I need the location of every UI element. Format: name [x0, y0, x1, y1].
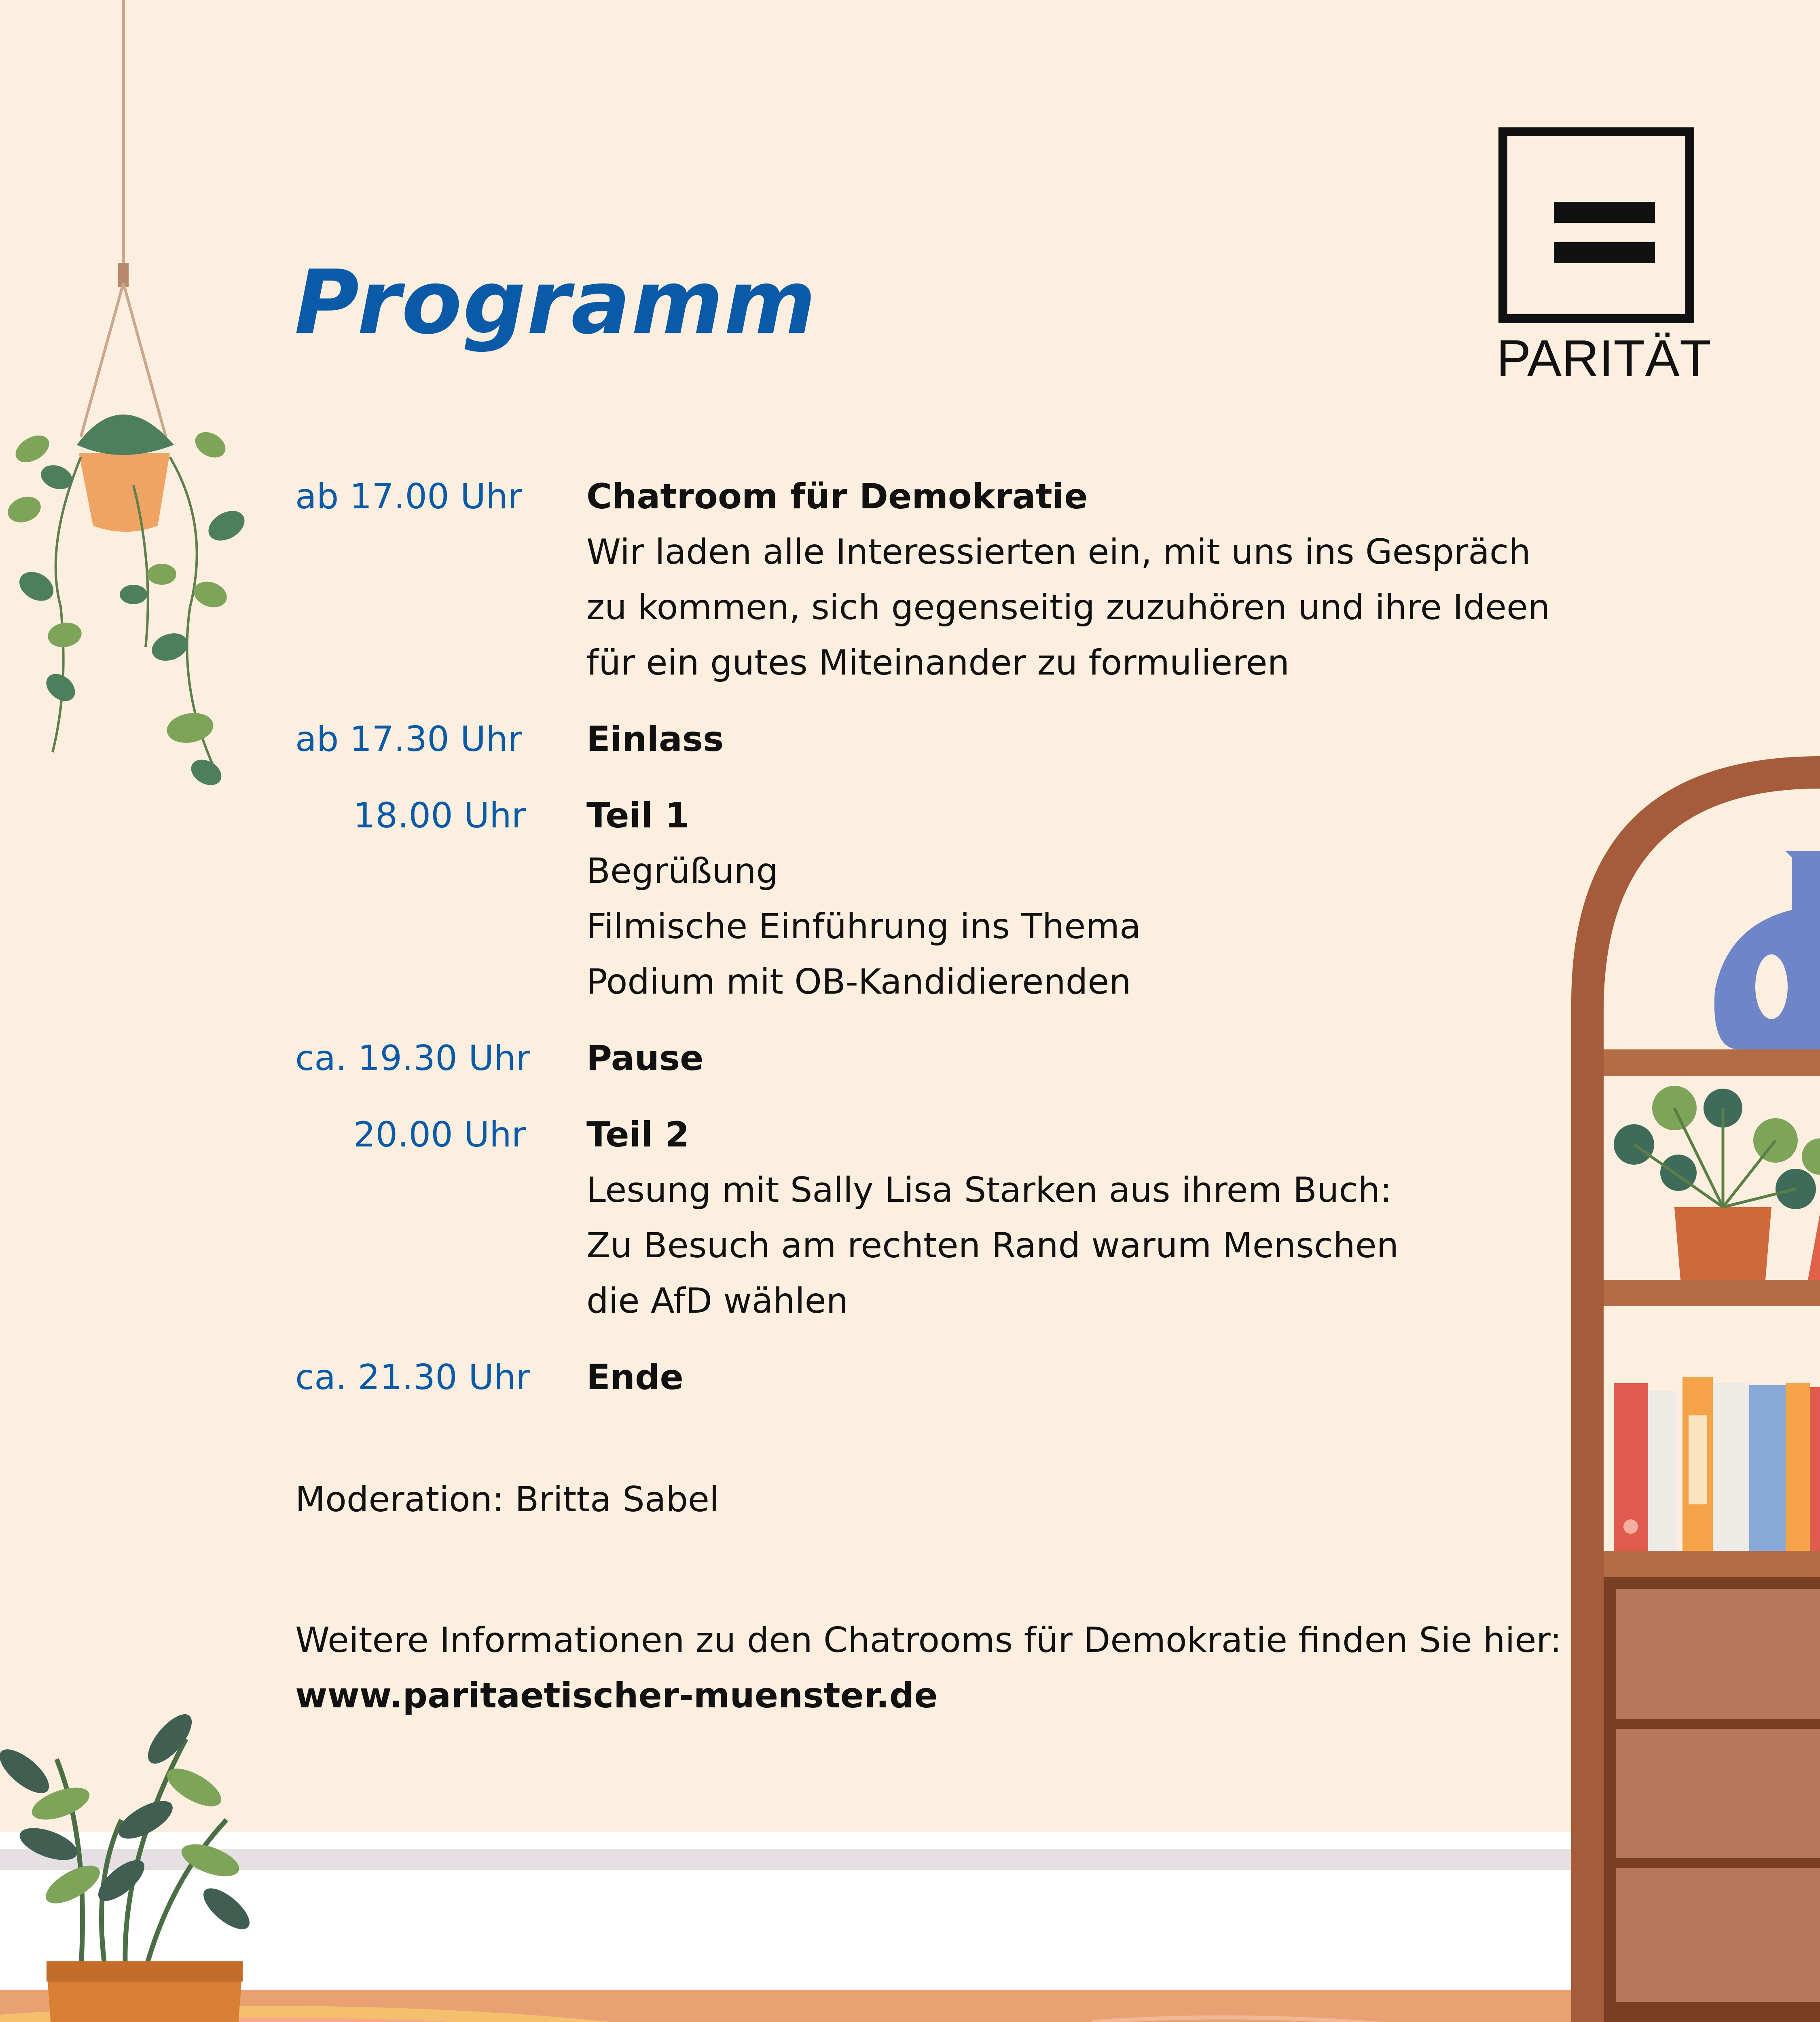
schedule-line: Lesung mit Sally Lisa Starken aus ihrem Buch:	[586, 1170, 1392, 1210]
schedule-line: Zu Besuch am rechten Rand warum Menschen	[586, 1225, 1399, 1266]
page-title: Programm	[294, 252, 817, 354]
schedule-time: ca. 19.30 Uhr	[295, 1038, 531, 1079]
schedule-line: zu kommen, sich gegenseitig zuzuhören und ihre Ideen	[586, 587, 1550, 628]
schedule-time: ab 17.30 Uhr	[295, 719, 522, 759]
schedule-time: 20.00 Uhr	[353, 1115, 526, 1155]
website-link[interactable]: www.paritaetischer-muenster.de	[295, 1675, 938, 1716]
schedule-item	[0, 469, 1577, 691]
schedule-heading: Ende	[586, 1357, 684, 1398]
schedule-item	[0, 1107, 1577, 1329]
schedule-time: ab 17.00 Uhr	[295, 476, 522, 517]
logo-text: PARITÄT	[1496, 330, 1711, 387]
schedule-line: für ein gutes Miteinander zu formulieren	[586, 643, 1290, 683]
schedule-line: Begrüßung	[586, 851, 779, 891]
schedule-heading: Teil 1	[586, 795, 690, 836]
schedule-heading: Chatroom für Demokratie	[586, 476, 1088, 517]
schedule-line: Podium mit OB-Kandidierenden	[586, 962, 1131, 1002]
info-text: Weitere Informationen zu den Chatrooms für Demokratie finden Sie hier:	[295, 1620, 1562, 1660]
schedule-heading: Einlass	[586, 719, 724, 759]
schedule-heading: Teil 2	[586, 1115, 690, 1155]
schedule-time: ca. 21.30 Uhr	[295, 1357, 531, 1398]
schedule-item	[0, 712, 1577, 767]
schedule-line: Wir laden alle Interessierten ein, mit uns ins Gespräch	[586, 532, 1531, 572]
bookshelf-illustration	[1571, 756, 1820, 2022]
program-schedule	[0, 469, 1577, 1405]
moderation-note: Moderation: Britta Sabel	[295, 1479, 719, 1520]
info-block	[295, 1613, 1562, 1724]
schedule-item	[0, 1031, 1577, 1086]
schedule-item	[0, 1350, 1577, 1405]
paritaet-logo	[1496, 127, 1711, 390]
schedule-item	[0, 788, 1577, 1010]
schedule-time: 18.00 Uhr	[353, 795, 526, 836]
schedule-heading: Pause	[586, 1038, 704, 1079]
equals-sign-icon	[1498, 127, 1694, 323]
schedule-line: Filmische Einführung ins Thema	[586, 906, 1141, 947]
schedule-line: die AfD wählen	[586, 1281, 849, 1321]
